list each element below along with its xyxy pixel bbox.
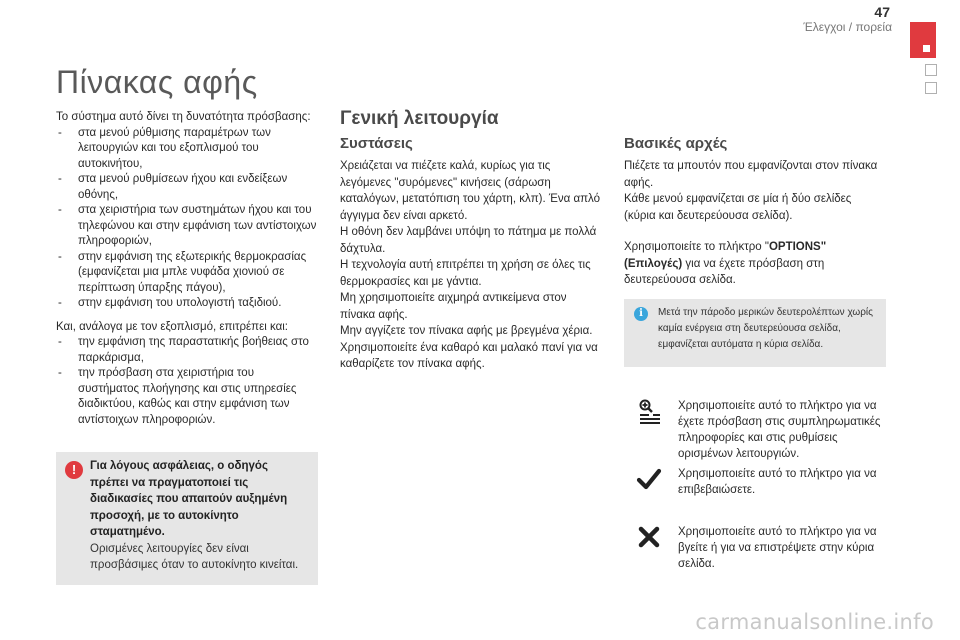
recommendations-text: [340, 158, 602, 373]
safety-warning-box: [56, 452, 318, 585]
list-item: - την εμφάνιση της παραστατικής βοήθειας στο παρκάρισμα,: [58, 336, 309, 364]
chapter-tab[interactable]: [910, 22, 936, 58]
recommendation-line: Μη χρησιμοποιείτε αιχμηρά αντικείμενα στον πίνακα αφής.: [340, 292, 567, 321]
chapter-tab-mark: [923, 45, 930, 52]
info-note-box: [624, 299, 886, 367]
recommendation-line: Η τεχνολογία αυτή επιτρέπει τη χρήση σε όλες τις θερμοκρασίες και με γάντια.: [340, 259, 591, 288]
close-x-icon: [636, 524, 662, 550]
equipment-list: [56, 335, 318, 428]
exclamation-icon: !: [65, 461, 83, 479]
recommendation-line: Χρησιμοποιείτε ένα καθαρό και μαλακό πανί για να καθαρίζετε τον πίνακα αφής.: [340, 341, 598, 370]
chapter-tab-empty-2[interactable]: [925, 82, 937, 94]
watermark: carmanualsonline.info: [695, 610, 934, 634]
access-list: [56, 126, 318, 312]
list-item: - στην εμφάνιση της εξωτερικής θερμοκρασίας (εμφανίζεται μια μπλε νυφάδα χιονιού σε περίπτωση ύπαρξης πάγου),: [58, 250, 307, 294]
list-item: - στα χειριστήρια των συστημάτων ήχου και του τηλεφώνου και στην εμφάνιση των αντίστοιχων πληροφοριών,: [58, 204, 317, 247]
list-item: - στα μενού ρύθμισης παραμέτρων των λειτουργιών και του εξοπλισμού του αυτοκινήτου,: [58, 126, 271, 170]
options-list-icon: [636, 398, 662, 424]
options-key-text: Χρησιμοποιείτε αυτό το πλήκτρο για να έχετε πρόσβαση στις συμπληρωματικές πληροφορίες και στις ρυθμίσεις ορισμένων λειτουργιών.: [678, 400, 881, 460]
recommendation-line: Χρειάζεται να πιέζετε καλά, κυρίως για τις λεγόμενες "συρόμενες" κινήσεις (σάρωση καταλόγων, μετατόπιση του χάρτη, κλπ). Ένα απλό άγγιγμα δεν είναι αρκετό.: [340, 160, 601, 222]
page-number: 47: [874, 4, 890, 20]
options-text: Χρησιμοποιείτε το πλήκτρο "OPTIONS" (Επιλογές) για να έχετε πρόσβαση στη δευτερεύουσα σελίδα.: [624, 241, 827, 286]
principles-text: Πιέζετε τα μπουτόν που εμφανίζονται στον πίνακα αφής. Κάθε μενού εμφανίζεται σε μία ή δύο σελίδες (κύρια και δευτερεύουσα σελίδα).: [624, 160, 878, 222]
section-heading: Γενική λειτουργία: [340, 108, 499, 129]
recommendation-line: Η οθόνη δεν λαμβάνει υπόψη το πάτημα με πολλά δάχτυλα.: [340, 226, 597, 255]
intro-text: Το σύστημα αυτό δίνει τη δυνατότητα πρόσβασης:: [56, 111, 311, 123]
recommendations-heading: Συστάσεις: [340, 135, 413, 152]
list-item: - την πρόσβαση στα χειριστήρια του συστήματος πλοήγησης και στις υπηρεσίες διαδικτύου, καθώς και στην εμφάνιση των αντίστοιχων πληροφοριών.: [58, 367, 297, 426]
recommendation-line: Μην αγγίζετε τον πίνακα αφής με βρεγμένα χέρια.: [340, 325, 593, 337]
page-title: Πίνακας αφής: [56, 64, 258, 100]
principles-heading: Βασικές αρχές: [624, 135, 728, 152]
checkmark-icon: [636, 466, 662, 492]
intro-column: [56, 110, 318, 428]
info-text: Μετά την πάροδο μερικών δευτερολέπτων χωρίς καμία ενέργεια στη δευτερεύουσα σελίδα, εμφανίζεται αυτόματα η κύρια σελίδα.: [658, 307, 873, 350]
list-item: - στα μενού ρυθμίσεων ήχου και ενδείξεων οθόνης,: [58, 173, 288, 201]
exit-key-text: Χρησιμοποιείτε αυτό το πλήκτρο για να βγείτε ή για να επιστρέψετε στην κύρια σελίδα.: [678, 526, 877, 570]
warning-text: Ορισμένες λειτουργίες δεν είναι προσβάσιμες όταν το αυτοκίνητο κινείται.: [90, 542, 299, 571]
confirm-key-text: Χρησιμοποιείτε αυτό το πλήκτρο για να επιβεβαιώσετε.: [678, 468, 877, 496]
info-icon: i: [634, 307, 648, 321]
chapter-tab-empty-1[interactable]: [925, 64, 937, 76]
warning-bold-text: Για λόγους ασφάλειας, ο οδηγός πρέπει να πραγματοποιεί τις διαδικασίες που απαιτούν αυξημένη προσοχή, με το αυτοκίνητο σταματημένο.: [90, 460, 288, 538]
section-name: Έλεγχοι / πορεία: [803, 20, 892, 34]
intro-text-2: Και, ανάλογα με τον εξοπλισμό, επιτρέπει και:: [56, 320, 288, 333]
list-item: - στην εμφάνιση του υπολογιστή ταξιδιού.: [58, 297, 282, 309]
